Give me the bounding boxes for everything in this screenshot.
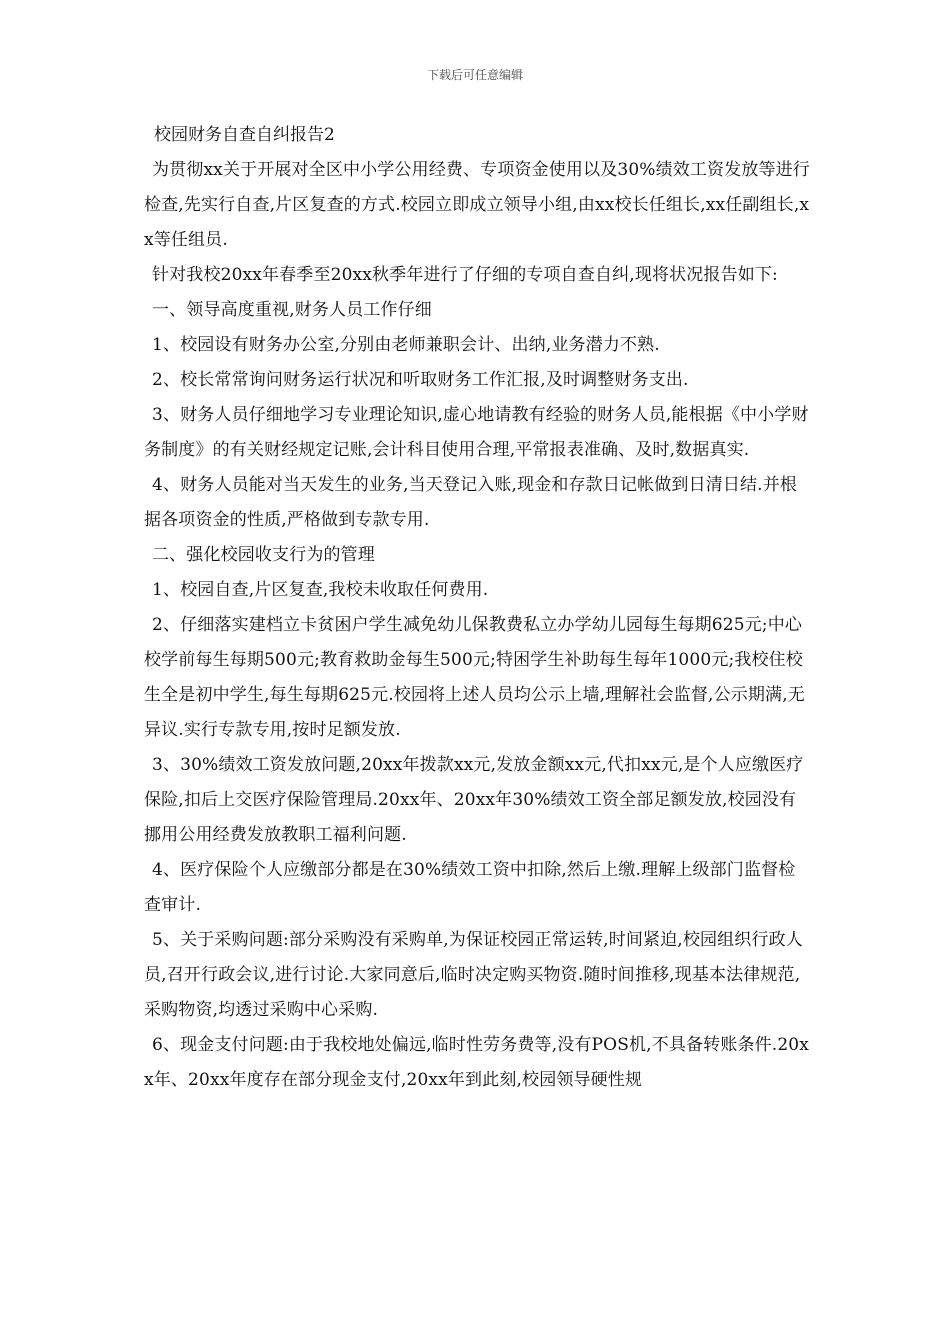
section-heading-1: 一、领导高度重视,财务人员工作仔细 (152, 300, 432, 320)
page-header: 下载后可任意编辑 (426, 68, 523, 82)
paragraph-1-1: 1、校园设有财务办公室,分别由老师兼职会计、出纳,业务潜力不熟. (152, 335, 660, 355)
document-body (144, 118, 812, 1098)
paragraph-2-1: 1、校园自查,片区复查,我校未收取任何费用. (152, 580, 489, 600)
document-title: 校园财务自查自纠报告2 (154, 125, 335, 145)
paragraph-2-3: 3、30%绩效工资发放问题,20xx年拨款xx元,发放金额xx元,代扣xx元,是个人应缴医疗保险,扣后上交医疗保险管理局.20xx年、20xx年30%绩效工资全部足额发放,校园没有挪用公用经费发放教职工福利问题. (144, 755, 804, 845)
paragraph-intro: 为贯彻xx关于开展对全区中小学公用经费、专项资金使用以及30%绩效工资发放等进行检查,先实行自查,片区复查的方式.校园立即成立领导小组,由xx校长任组长,xx任副组长,xx等任组员. (144, 160, 810, 250)
paragraph-1-3: 3、财务人员仔细地学习专业理论知识,虚心地请教有经验的财务人员,能根据《中小学财务制度》的有关财经规定记账,会计科目使用合理,平常报表准确、及时,数据真实. (144, 405, 809, 460)
paragraph-1-2: 2、校长常常询问财务运行状况和听取财务工作汇报,及时调整财务支出. (152, 370, 689, 390)
paragraph-2-5: 5、关于采购问题:部分采购没有采购单,为保证校园正常运转,时间紧迫,校园组织行政人员,召开行政会议,进行讨论.大家同意后,临时决定购买物资.随时间推移,现基本法律规范,采购物资,均透过采购中心采购. (144, 930, 803, 1020)
section-heading-2: 二、强化校园收支行为的管理 (152, 545, 375, 565)
paragraph-2-2: 2、仔细落实建档立卡贫困户学生减免幼儿保教费私立办学幼儿园每生每期625元;中心校学前每生每期500元;教育救助金每生500元;特困学生补助每生每年1000元;我校住校生全是初中学生,每生每期625元.校园将上述人员均公示上墙,理解社会监督,公示期满,无异议.实行专款专用,按时足额发放. (144, 615, 805, 740)
paragraph-scope: 针对我校20xx年春季至20xx秋季年进行了仔细的专项自查自纠,现将状况报告如下: (152, 265, 778, 285)
paragraph-1-4: 4、财务人员能对当天发生的业务,当天登记入账,现金和存款日记帐做到日清日结.并根据各项资金的性质,严格做到专款专用. (144, 475, 798, 530)
paragraph-2-6: 6、现金支付问题:由于我校地处偏远,临时性劳务费等,没有POS机,不具备转账条件.20xx年、20xx年度存在部分现金支付,20xx年到此刻,校园领导硬性规 (144, 1035, 809, 1090)
paragraph-2-4: 4、医疗保险个人应缴部分都是在30%绩效工资中扣除,然后上缴.理解上级部门监督检查审计. (144, 860, 796, 915)
